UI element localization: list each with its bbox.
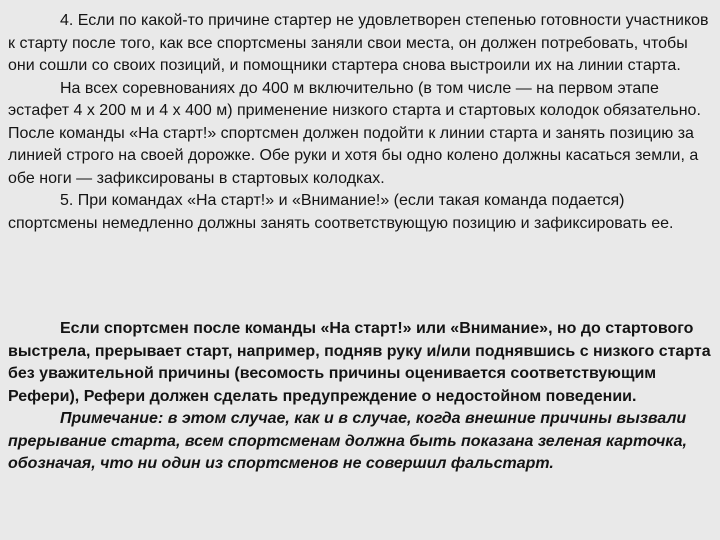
rules-text-block: [8, 10, 712, 235]
rule-4-paragraph: 4. Если по какой-то причине стартер не удовлетворен степенью готовности участников к старту после того, как все спортсмены заняли свои места, он должен потребовать, чтобы они сошли со своих позиций, и помощники стартера снова выстроили их на линии старта.: [8, 12, 709, 74]
warning-paragraph: Если спортсмен после команды «На старт!» или «Внимание», но до стартового выстрела, прерывает старт, например, подняв руку и/или поднявшись с низкого старта без уважительной причины (весомость причины оценивается соответствующим Рефери), Рефери должен сделать предупреждение о недостойном поведении.: [8, 320, 711, 405]
warning-text-block: [8, 318, 712, 476]
low-start-paragraph: На всех соревнованиях до 400 м включительно (в том числе — на первом этапе эстафет 4 х 200 м и 4 х 400 м) применение низкого старта и стартовых колодок обязательно. После команды «На старт!» спортсмен должен подойти к линии старта и занять позицию за линией строго на своей дорожке. Обе руки и хотя бы одно колено должны касаться земли, а обе ноги — зафиксированы в стартовых колодках.: [8, 79, 701, 187]
note-paragraph: Примечание: в этом случае, как и в случае, когда внешние причины вызвали прерывание старта, всем спортсменам должна быть показана зеленая карточка, обозначая, что ни один из спортсменов не совершил фальстарт.: [8, 410, 687, 472]
rule-5-paragraph: 5. При командах «На старт!» и «Внимание!» (если такая команда подается) спортсмены немедленно должны занять соответствующую позицию и зафиксировать ее.: [8, 192, 674, 232]
